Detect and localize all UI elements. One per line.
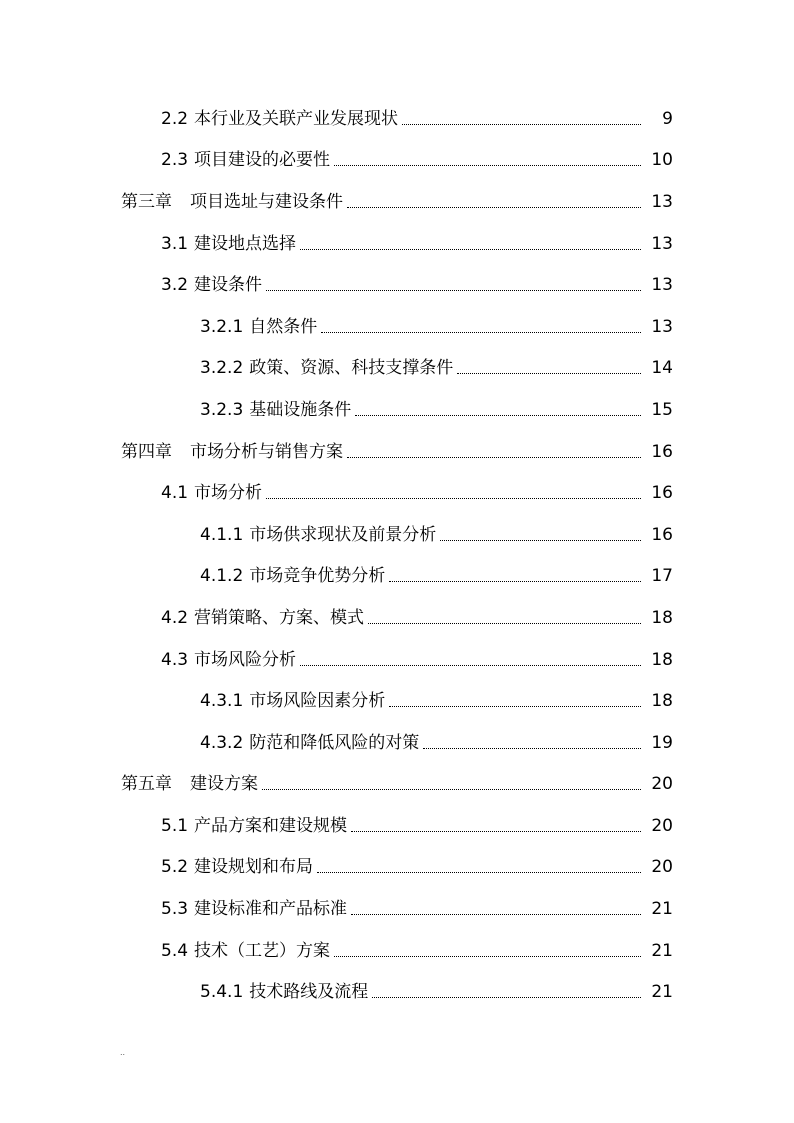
toc-entry-title: 建设条件 [194, 275, 263, 296]
toc-entry-number: 4.1.1 [200, 524, 244, 545]
toc-dot-leader [334, 940, 641, 962]
toc-entry-number: 3.1 [161, 233, 189, 254]
toc-entry-title: 防范和降低风险的对策 [249, 732, 420, 753]
toc-entry-label [161, 149, 330, 171]
toc-entry-number: 4.1 [161, 483, 189, 504]
toc-dot-leader [372, 981, 641, 1003]
toc-dot-leader [355, 399, 641, 421]
toc-entry[interactable] [0, 971, 794, 1013]
toc-entry-title: 建设地点选择 [194, 233, 297, 254]
toc-entry-title: 市场供求现状及前景分析 [249, 524, 437, 545]
toc-entry[interactable] [0, 264, 794, 306]
toc-entry[interactable] [0, 514, 794, 556]
toc-entry-label [161, 482, 262, 504]
toc-entry[interactable] [0, 431, 794, 473]
toc-entry-label [161, 607, 364, 629]
toc-entry-number: 3.2.3 [200, 399, 244, 420]
toc-dot-leader [368, 607, 641, 629]
toc-entry-number: 4.1.2 [200, 566, 244, 587]
toc-dot-leader [423, 732, 641, 754]
toc-entry-title: 基础设施条件 [249, 399, 352, 420]
toc-entry-page-number: 14 [651, 358, 673, 379]
toc-entry-label [121, 191, 343, 213]
toc-entry-label [200, 316, 317, 338]
toc-entry-number: 4.3.1 [200, 691, 244, 712]
toc-entry-title: 技术（工艺）方案 [194, 940, 331, 961]
toc-entry-label [200, 981, 368, 1003]
toc-entry[interactable] [0, 722, 794, 764]
toc-entry-title: 市场分析 [194, 483, 263, 504]
toc-entry-page-number: 18 [651, 607, 673, 628]
toc-entry-page-number: 21 [651, 940, 673, 961]
toc-entry-page-number: 13 [651, 191, 673, 212]
toc-entry[interactable] [0, 348, 794, 390]
toc-entry[interactable] [0, 888, 794, 930]
toc-entry-number: 4.3.2 [200, 732, 244, 753]
toc-entry-page-number: 21 [651, 982, 673, 1003]
toc-dot-leader [334, 149, 641, 171]
toc-entry-label [200, 690, 385, 712]
toc-entry-title: 建设规划和布局 [194, 857, 314, 878]
toc-entry-number: 3.2.1 [200, 316, 244, 337]
toc-entry-page-number: 15 [651, 399, 673, 420]
toc-entry-page-number: 20 [651, 857, 673, 878]
toc-entry-page-number: 17 [651, 566, 673, 587]
toc-entry-title: 营销策略、方案、模式 [194, 607, 365, 628]
toc-entry-title: 市场风险分析 [194, 649, 297, 670]
toc-dot-leader [300, 233, 641, 255]
toc-dot-leader [262, 773, 641, 795]
toc-dot-leader [351, 898, 641, 920]
toc-entry[interactable] [0, 181, 794, 223]
toc-entry-label [200, 565, 385, 587]
toc-entry[interactable] [0, 764, 794, 806]
footer-mark: .. [120, 1048, 126, 1057]
toc-entry[interactable] [0, 140, 794, 182]
toc-entry[interactable] [0, 389, 794, 431]
toc-dot-leader [389, 690, 641, 712]
toc-dot-leader [300, 649, 641, 671]
toc-entry[interactable] [0, 98, 794, 140]
toc-entry[interactable] [0, 680, 794, 722]
toc-entry-number: 3.2 [161, 275, 189, 296]
toc-entry-page-number: 10 [651, 150, 673, 171]
toc-entry-page-number: 16 [651, 441, 673, 462]
table-of-contents [0, 98, 794, 1013]
toc-entry-label [121, 773, 258, 795]
toc-entry-number: 5.3 [161, 899, 189, 920]
toc-entry-number: 第三章 [121, 191, 172, 212]
toc-entry-number: 5.4.1 [200, 982, 244, 1003]
toc-dot-leader [321, 316, 641, 338]
toc-entry-title: 建设方案 [190, 774, 258, 795]
toc-entry[interactable] [0, 805, 794, 847]
toc-entry-page-number: 20 [651, 815, 673, 836]
toc-dot-leader [266, 274, 641, 296]
toc-dot-leader [266, 482, 641, 504]
toc-entry-label [200, 524, 436, 546]
toc-entry-page-number: 13 [651, 233, 673, 254]
toc-entry-label [161, 233, 296, 255]
toc-entry[interactable] [0, 930, 794, 972]
toc-entry-number: 4.2 [161, 607, 189, 628]
toc-dot-leader [389, 565, 641, 587]
toc-entry-number: 5.1 [161, 815, 189, 836]
toc-dot-leader [317, 856, 641, 878]
toc-entry-number: 第四章 [121, 441, 172, 462]
toc-entry-page-number: 16 [651, 483, 673, 504]
toc-entry-number: 5.4 [161, 940, 189, 961]
toc-entry[interactable] [0, 847, 794, 889]
toc-dot-leader [347, 191, 641, 213]
toc-entry-title: 市场竞争优势分析 [249, 566, 386, 587]
toc-entry[interactable] [0, 556, 794, 598]
toc-entry-label [161, 898, 347, 920]
toc-entry-page-number: 18 [651, 691, 673, 712]
toc-dot-leader [347, 441, 641, 463]
toc-entry-page-number: 16 [651, 524, 673, 545]
toc-entry-page-number: 13 [651, 275, 673, 296]
toc-entry[interactable] [0, 306, 794, 348]
toc-entry-number: 5.2 [161, 857, 189, 878]
toc-entry-title: 建设标准和产品标准 [194, 899, 348, 920]
toc-entry[interactable] [0, 639, 794, 681]
toc-entry-number: 3.2.2 [200, 358, 244, 379]
toc-entry-page-number: 20 [651, 774, 673, 795]
toc-entry-number: 第五章 [121, 774, 172, 795]
toc-entry-title: 项目选址与建设条件 [190, 191, 343, 212]
toc-entry-title: 政策、资源、科技支撑条件 [249, 358, 454, 379]
toc-entry[interactable] [0, 472, 794, 514]
toc-entry-page-number: 18 [651, 649, 673, 670]
toc-entry-number: 2.3 [161, 150, 189, 171]
toc-entry-page-number: 13 [651, 316, 673, 337]
toc-dot-leader [457, 357, 641, 379]
toc-entry-label [161, 815, 347, 837]
toc-entry-page-number: 21 [651, 899, 673, 920]
toc-entry-page-number: 19 [651, 732, 673, 753]
toc-entry-title: 本行业及关联产业发展现状 [194, 108, 399, 129]
toc-dot-leader [402, 108, 641, 130]
toc-entry-label [161, 274, 262, 296]
toc-entry-label [161, 856, 313, 878]
toc-entry[interactable] [0, 223, 794, 265]
toc-entry[interactable] [0, 597, 794, 639]
toc-entry-page-number: 9 [662, 108, 673, 129]
toc-entry-title: 产品方案和建设规模 [194, 815, 348, 836]
toc-entry-label [161, 649, 296, 671]
toc-entry-title: 技术路线及流程 [249, 982, 369, 1003]
toc-entry-number: 4.3 [161, 649, 189, 670]
toc-entry-title: 市场风险因素分析 [249, 691, 386, 712]
toc-entry-number: 2.2 [161, 108, 189, 129]
toc-entry-title: 项目建设的必要性 [194, 150, 331, 171]
toc-entry-label [200, 357, 453, 379]
toc-dot-leader [351, 815, 641, 837]
toc-entry-title: 自然条件 [249, 316, 318, 337]
toc-entry-label [161, 940, 330, 962]
toc-entry-label [200, 399, 351, 421]
toc-entry-title: 市场分析与销售方案 [190, 441, 343, 462]
toc-entry-label [200, 732, 419, 754]
toc-entry-label [121, 441, 343, 463]
toc-dot-leader [440, 524, 641, 546]
toc-entry-label [161, 108, 398, 130]
